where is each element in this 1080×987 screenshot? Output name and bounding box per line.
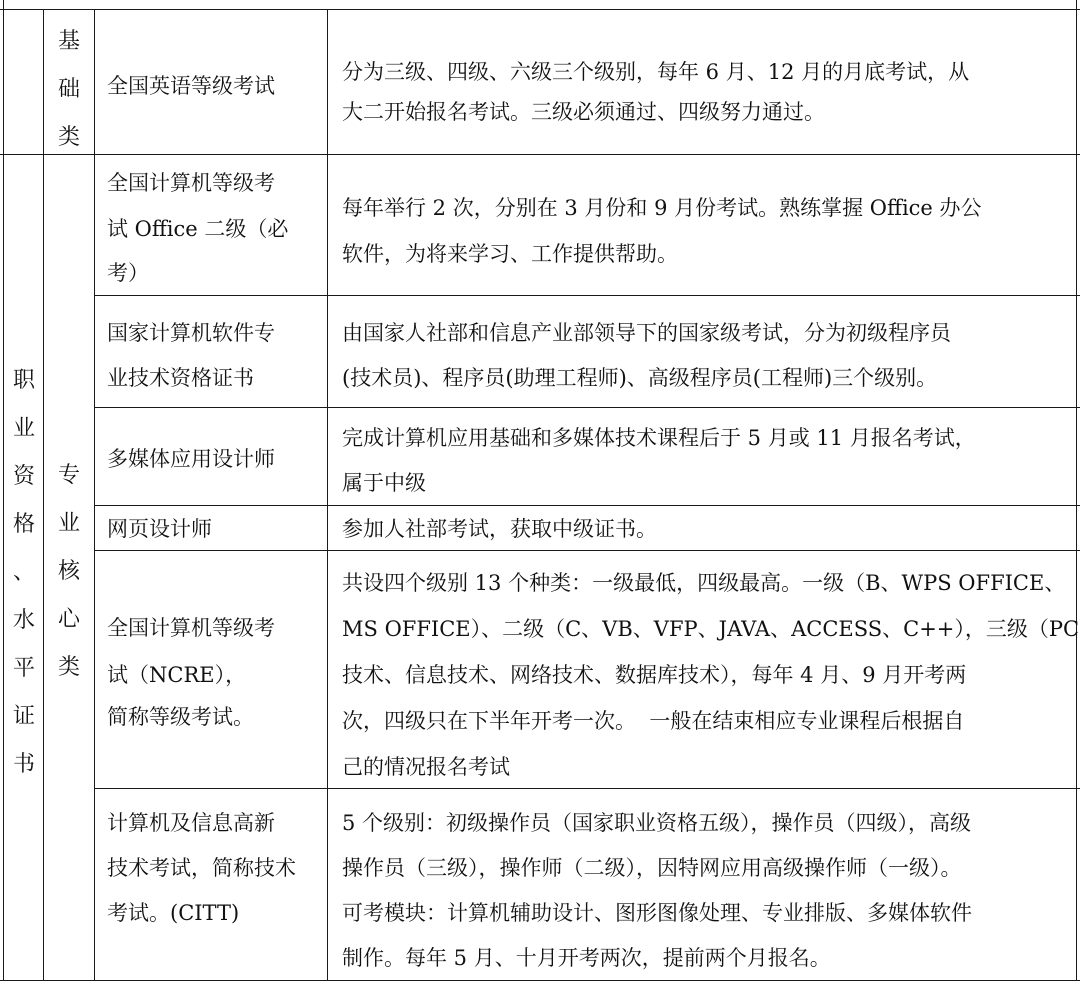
column-divider [94,9,95,981]
column-divider [43,9,44,981]
exam-description-cell: 每年举行 2 次，分别在 3 月份和 9 月份考试。熟练掌握 Office 办公 软件，为将来学习、工作提供帮助。 [342,196,982,266]
category-label-vocational: 职 业 资 格 、 水 平 证 书 [12,368,35,777]
column-divider [327,9,328,981]
row-divider [94,788,1080,789]
row-divider [94,295,1080,296]
category-label-core: 专 业 核 心 类 [57,463,80,680]
exam-description-cell: 完成计算机应用基础和多媒体技术课程后于 5 月或 11 月报名考试， 属于中级 [342,426,976,495]
exam-description-cell: 分为三级、四级、六级三个级别，每年 6 月、12 月的月底考试，从 大二开始报名考试。三级必须通过、四级努力通过。 [342,60,970,124]
exam-name-cell: 全国计算机等级考 试 Office 二级（必 考） [107,171,289,285]
exam-description-cell: 由国家人社部和信息产业部领导下的国家级考试，分为初级程序员 (技术员)、程序员(助理工程师)、高级程序员(工程师)三个级别。 [342,321,951,390]
exam-description-cell: 5 个级别：初级操作员（国家职业资格五级），操作员（四级），高级 操作员（三级），操作师（二级），因特网应用高级操作师（一级）。 可考模块：计算机辅助设计、图形图像处理、专业排版、多媒体软件 制作。每年 5 月、十月开考两次，提前两个月报名。 [342,811,972,970]
row-divider [94,550,1080,551]
exam-name-cell: 国家计算机软件专 业技术资格证书 [107,321,275,390]
row-divider [0,9,1080,10]
exam-name-cell: 网页设计师 [107,517,212,541]
exam-description-cell: 共设四个级别 13 个种类：一级最低，四级最高。一级（B、WPS OFFICE、 MS OFFICE）、二级（C、VB、VFP、JAVA、ACCESS、C++），三级（PC 技术、信息技术、网络技术、数据库技术），每年 4 月、9 月开考两 次，四级只在下半年开考一次。 一般在结束相应专业课程后根据自 己的情况报名考试 [342,571,1080,779]
column-divider [1076,0,1077,981]
exam-name-cell: 计算机及信息高新 技术考试，简称技术 考试。(CITT) [107,811,296,925]
exam-name-cell: 多媒体应用设计师 [107,447,275,471]
category-label-basic: 基 础 类 [57,29,80,150]
exam-description-cell: 参加人社部考试，获取中级证书。 [342,517,657,541]
row-divider [94,407,1080,408]
exam-name-cell: 全国英语等级考试 [107,74,275,98]
exam-name-cell: 全国计算机等级考 试（NCRE）， 简称等级考试。 [107,616,275,729]
row-divider [0,154,1080,155]
column-divider [3,0,4,981]
